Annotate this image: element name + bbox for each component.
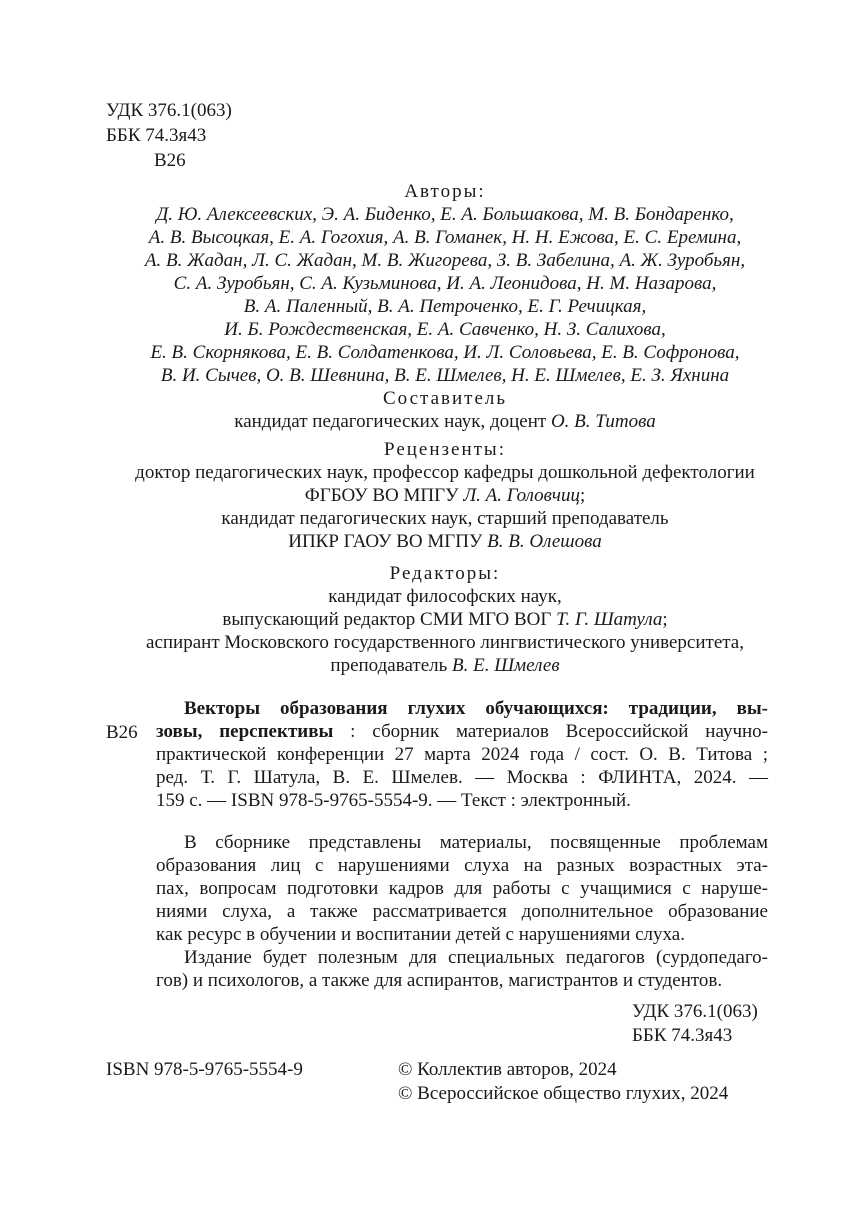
compiler-header: Составитель (382, 388, 508, 409)
reviewers-header: Рецензенты: (384, 439, 506, 460)
udk-code: УДК 376.1(063) (632, 1001, 758, 1022)
reviewer-line (100, 484, 790, 507)
biblio-line: ред. Т. Г. Шатула, В. Е. Шмелев. — Москва : ФЛИНТА, 2024. — (156, 767, 768, 788)
editor-role: преподаватель (330, 655, 453, 676)
authors-line: Е. В. Скорнякова, Е. В. Солдатенкова, И. Л. Соловьева, Е. В. Софронова, (150, 342, 740, 363)
authors-line: И. Б. Рождественская, Е. А. Савченко, Н. З. Салихова, (224, 319, 666, 340)
editor-name: Т. Г. Шатула (556, 609, 663, 630)
biblio-subtitle: : сборник материалов Всероссийской научно- (333, 721, 768, 742)
biblio-line: практической конференции 27 марта 2024 года / сост. О. В. Титова ; (156, 744, 768, 765)
compiler-text: кандидат педагогических наук, доцент (234, 411, 551, 432)
authors-line: В. А. Паленный, В. А. Петроченко, Е. Г. Речицкая, (243, 296, 647, 317)
editor-line: аспирант Московского государственного лингвистического университета, (146, 632, 744, 653)
authors-line: Д. Ю. Алексеевских, Э. А. Биденко, Е. А. Большакова, М. В. Бондаренко, (156, 204, 734, 225)
reviewer-separator: ; (579, 485, 586, 506)
index-block-top (106, 98, 232, 173)
authors-list (100, 203, 790, 387)
isbn: ISBN 978-5-9765-5554-9 (106, 1059, 303, 1080)
book-title-line: Векторы образования глухих обучающихся: традиции, вы- (184, 698, 768, 719)
biblio-line (156, 720, 768, 743)
authors-line: А. В. Жадан, Л. С. Жадан, М. В. Жигорева, З. В. Забелина, А. Ж. Зуробьян, (144, 250, 746, 271)
authors-line: В. И. Сычев, О. В. Шевнина, В. Е. Шмелев, Н. Е. Шмелев, Е. З. Яхнина (160, 365, 730, 386)
bbk-code: ББК 74.3я43 (632, 1025, 733, 1046)
reviewer-line: доктор педагогических наук, профессор кафедры дошкольной дефектологии (135, 462, 755, 483)
editors-header: Редакторы: (389, 563, 501, 584)
editor-role: выпускающий редактор СМИ МГО ВОГ (222, 609, 557, 630)
abstract-line: Издание будет полезным для специальных педагогов (сурдопедаго- (184, 947, 768, 968)
bibliographic-record (156, 697, 768, 812)
reviewer-name: В. В. Олешова (487, 531, 602, 552)
abstract-line: гов) и психологов, а также для аспирантов, магистрантов и студентов. (156, 970, 723, 991)
abstract-line: ниями слуха, а также рассматривается дополнительное образование (156, 901, 768, 922)
authors-header: Авторы: (404, 181, 486, 202)
author-mark: В26 (154, 150, 186, 171)
copyright-line: © Всероссийское общество глухих, 2024 (398, 1083, 729, 1104)
abstract-line: пах, вопросам подготовки кадров для работы с учащимися с наруше- (156, 878, 768, 899)
reviewer-name: Л. А. Головчиц (463, 485, 580, 506)
compiler-section (100, 387, 790, 433)
biblio-line: 159 с. — ISBN 978-5-9765-5554-9. — Текст : электронный. (156, 790, 631, 811)
reviewers-section (100, 438, 790, 553)
editor-line (100, 654, 790, 677)
abstract-line: образования лиц с нарушениями слуха на разных возрастных эта- (156, 855, 768, 876)
editor-separator: ; (662, 609, 668, 630)
authors-line: С. А. Зуробьян, С. А. Кузьминова, И. А. Леонидова, Н. М. Назарова, (173, 273, 717, 294)
reviewer-org: ИПКР ГАОУ ВО МГПУ (288, 531, 488, 552)
book-title-end: зовы, перспективы (156, 721, 334, 742)
reviewer-org: ФГБОУ ВО МПГУ (304, 485, 464, 506)
authors-line: А. В. Высоцкая, Е. А. Гогохия, А. В. Гоманек, Н. Н. Ежова, Е. С. Еремина, (148, 227, 742, 248)
reviewer-line: кандидат педагогических наук, старший преподаватель (221, 508, 669, 529)
bbk-code: ББК 74.3я43 (106, 125, 207, 146)
editors-section (100, 562, 790, 677)
compiler-line (100, 410, 790, 433)
editor-line (100, 608, 790, 631)
abstract (156, 831, 768, 992)
editor-line: кандидат философских наук, (328, 586, 562, 607)
authors-section (100, 180, 790, 387)
biblio-author-mark: В26 (106, 722, 138, 743)
udk-code: УДК 376.1(063) (106, 100, 232, 121)
copyright-line: © Коллектив авторов, 2024 (398, 1059, 617, 1080)
editor-name: В. Е. Шмелев (452, 655, 560, 676)
index-block-bottom (632, 1000, 758, 1048)
compiler-name: О. В. Титова (550, 411, 656, 432)
copyright-block (398, 1058, 728, 1106)
abstract-line: как ресурс в обучении и воспитании детей с нарушениями слуха. (156, 924, 685, 945)
abstract-line: В сборнике представлены материалы, посвященные проблемам (184, 832, 768, 853)
reviewer-line (100, 530, 790, 553)
